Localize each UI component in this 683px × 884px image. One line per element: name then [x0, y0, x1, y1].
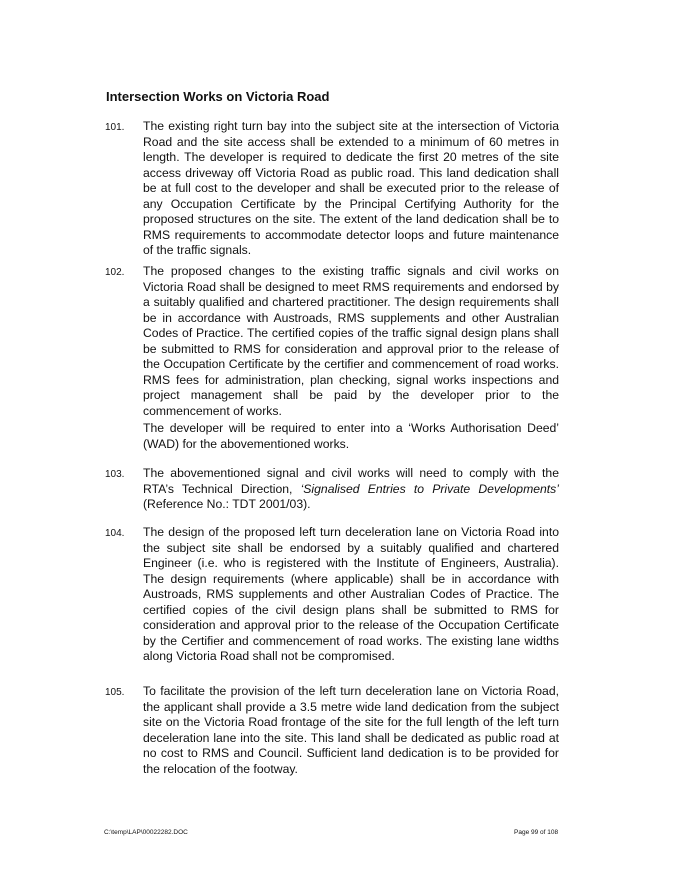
- clause-paragraph-wad: The developer will be required to enter into a ‘Works Authorisation Deed’ (WAD) for the abovementioned works.: [143, 421, 559, 451]
- clause-number: 103.: [105, 469, 125, 480]
- clause-number: 102.: [105, 267, 125, 278]
- clause-paragraph: The existing right turn bay into the subject site at the intersection of Victoria Road and the site access shall be extended to a minimum of 60 metres in length. The developer is required to dedicate the first 20 metres of the site access driveway off Victoria Road as public road. This land dedication shall be at full cost to the developer and shall be executed prior to the release of any Occupation Certificate by the Principal Certifying Authority for the proposed structures on the site. The extent of the land dedication shall be to RMS requirements to accommodate detector loops and future maintenance of the traffic signals.: [143, 119, 559, 257]
- clause-text-start: The abovementioned signal and civil works will need to comply with the RTA’s Technical Direction,: [143, 466, 559, 496]
- document-title-italic: ‘Signalised Entries to Private Developments’: [300, 481, 559, 496]
- footer-file-path: C:\temp\LAP\00022282.DOC: [104, 829, 188, 836]
- clause-paragraph: The design of the proposed left turn deceleration lane on Victoria Road into the subject site shall be endorsed by a suitably qualified and chartered Engineer (i.e. who is registered with the Institute of Engineers, Australia). The design requirements (where applicable) shall be in accordance with Austroads, RMS supplements and other Australian Codes of Practice. The certified copies of the civil design plans shall be submitted to RMS for consideration and approval prior to the release of the Occupation Certificate by the Certifier and commencement of road works. The existing lane widths along Victoria Road shall not be compromised.: [143, 525, 559, 663]
- footer-page-number: Page 99 of 108: [514, 829, 559, 836]
- clause-number: 105.: [105, 687, 125, 698]
- clause-number: 104.: [105, 528, 125, 539]
- clause-text-end: (Reference No.: TDT 2001/03).: [143, 497, 311, 511]
- section-heading: Intersection Works on Victoria Road: [106, 89, 330, 104]
- clause-paragraph: [143, 466, 559, 513]
- clause-paragraph: To facilitate the provision of the left turn deceleration lane on Victoria Road, the applicant shall provide a 3.5 metre wide land dedication from the subject site on the Victoria Road frontage of the site for the full length of the left turn deceleration lane into the site. This land shall be dedicated as public road at no cost to RMS and Council. Sufficient land dedication is to be provided for the relocation of the footway.: [143, 684, 559, 776]
- clause-paragraph: The proposed changes to the existing traffic signals and civil works on Victoria Road shall be designed to meet RMS requirements and endorsed by a suitably qualified and chartered practitioner. The design requirements shall be in accordance with Austroads, RMS supplements and other Australian Codes of Practice. The certified copies of the traffic signal design plans shall be submitted to RMS for consideration and approval prior to the release of the Occupation Certificate by the certifier and commencement of road works. RMS fees for administration, plan checking, signal works inspections and project management shall be paid by the developer prior to the commencement of works.: [143, 264, 559, 418]
- clause-number: 101.: [105, 122, 125, 133]
